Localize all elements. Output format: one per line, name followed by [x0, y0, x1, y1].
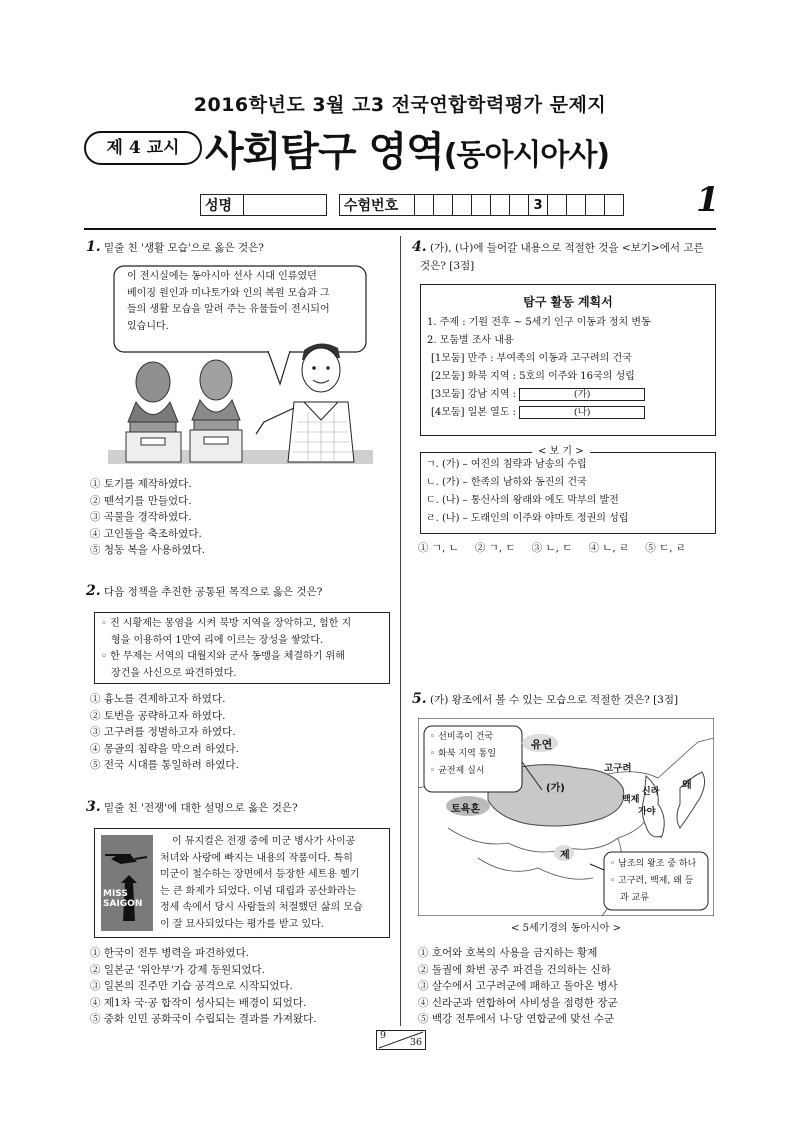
- plan-line: 2. 모둠별 조사 내용: [427, 335, 514, 346]
- id-digit[interactable]: [510, 195, 529, 216]
- period-label: 제 4 교시: [106, 138, 180, 158]
- id-digit[interactable]: [567, 195, 586, 216]
- choice[interactable]: ③ ㄴ, ㄷ: [531, 542, 573, 554]
- subject-title: [205, 120, 609, 177]
- choice[interactable]: ⑤ ㄷ, ㄹ: [645, 542, 687, 554]
- poster-title: MISS SAIGON: [103, 889, 143, 909]
- question-2: [86, 582, 394, 601]
- choice[interactable]: ④ 신라군과 연합하여 사비성을 점령한 장군: [418, 996, 618, 1009]
- map-label-baekje: 백제: [622, 795, 640, 805]
- plan-line: [1모둠] 만주 : 부여족의 이동과 고구려의 건국: [431, 353, 632, 364]
- museum-guide: [256, 343, 354, 462]
- bust-minatogawa-man: [190, 360, 242, 462]
- map-box-line: ◦ 고구려, 백제, 왜 등: [610, 876, 694, 886]
- bogi-label: < 보 기 >: [532, 443, 590, 461]
- map-box-line: ◦ 화북 지역 통일: [430, 749, 497, 759]
- id-digit[interactable]: [548, 195, 567, 216]
- question-number: 3.: [86, 799, 101, 815]
- blank-ga: (가): [519, 388, 645, 401]
- question-1: [86, 238, 394, 257]
- choice[interactable]: ① 호어와 호복의 사용을 금지하는 황제: [418, 947, 598, 959]
- question-stem: 밑줄 친 '전쟁'에 대한 설명으로 옳은 것은?: [103, 802, 298, 814]
- page-current: 9: [380, 1030, 387, 1041]
- choice[interactable]: ③ 고구려를 정벌하고자 하였다.: [90, 726, 236, 738]
- page-counter: [376, 1030, 426, 1050]
- bubble-line: 들의 생활 모습을 알려 주는 유물들이 전시되어: [127, 304, 330, 315]
- map-label-toyuhon: 토욕혼: [451, 804, 480, 815]
- blank-na: (나): [519, 406, 645, 419]
- choice[interactable]: ② 토번을 공략하고자 하였다.: [90, 709, 226, 722]
- bubble-line: 베이징 원인과 미나토가와 인의 복원 모습과 그: [127, 287, 330, 299]
- question-stem-cont: 것은? [3점]: [420, 260, 475, 272]
- question-number: 5.: [412, 691, 427, 707]
- map-label-gaya: 가야: [638, 807, 656, 817]
- choice[interactable]: ④ 몽골의 침략을 막으려 하였다.: [90, 742, 239, 755]
- bogi-item: ㄱ. (가) – 여진의 침략과 남송의 수립: [426, 459, 587, 470]
- map-box2: [610, 856, 696, 907]
- exam-title: 2016학년도 3월 고3 전국연합학력평가 문제지: [193, 94, 607, 116]
- choice[interactable]: ② 일본군 '위안부'가 강제 동원되었다.: [90, 963, 265, 976]
- choice[interactable]: ④ ㄴ, ㄹ: [588, 542, 630, 554]
- passage-line: 형을 이용하여 1만여 리에 이르는 장성을 쌓았다.: [111, 634, 324, 646]
- question-stem: (가) 왕조에서 볼 수 있는 모습으로 적절한 것은? [3점]: [429, 694, 679, 706]
- id-digit[interactable]: [491, 195, 510, 216]
- choice[interactable]: ⑤ 백강 전투에서 나·당 연합군에 맞선 수군: [418, 1013, 615, 1025]
- q3-passage: [160, 834, 386, 933]
- passage-line: 정세 속에서 당시 사람들의 처절했던 삶의 모습: [160, 902, 363, 913]
- map-label-wae: 왜: [682, 780, 692, 791]
- map-label-ga: (가): [546, 783, 565, 794]
- map-box-line: ◦ 남조의 왕조 중 하나: [610, 859, 697, 869]
- id-digit[interactable]: [472, 195, 491, 216]
- choice[interactable]: ⑤ 전국 시대를 통일하려 하였다.: [90, 759, 239, 771]
- question-stem: 밑줄 친 '생활 모습'으로 옳은 것은?: [103, 242, 264, 254]
- bogi-item: ㄴ. (가) – 한족의 남하와 동진의 건국: [426, 477, 587, 488]
- miss-saigon-poster: [101, 835, 153, 931]
- choice[interactable]: ① 한국이 전투 병력을 파견하였다.: [90, 947, 250, 959]
- bubble-line: 있습니다.: [127, 320, 169, 332]
- question-stem: 다음 정책을 추진한 공통된 목적으로 옳은 것은?: [103, 586, 323, 598]
- map-label-goguryeo: 고구려: [604, 763, 632, 774]
- name-label: 성명: [201, 195, 244, 216]
- id-digit[interactable]: [586, 195, 605, 216]
- question-3: [86, 798, 394, 817]
- q5-choices: [418, 945, 618, 1028]
- choice[interactable]: ④ 고인돌을 축조하였다.: [90, 527, 202, 540]
- map-caption: < 5세기경의 동아시아 >: [511, 923, 621, 934]
- name-field[interactable]: [244, 195, 327, 216]
- map-label-yuyeon: 유연: [531, 738, 553, 751]
- plan-line: [4모둠] 일본 열도 : (나): [427, 404, 715, 422]
- id-label: 수험번호: [340, 195, 415, 216]
- passage-line: 미군이 철수하는 장면에서 등장한 세트용 헬기: [160, 869, 360, 880]
- map-label-silla: 신라: [642, 787, 660, 797]
- map-box-line: 과 교류: [620, 893, 649, 903]
- passage-line: ◦ 진 시황제는 몽염을 시켜 북방 지역을 장악하고, 험한 지: [101, 618, 352, 629]
- period-badge: [84, 131, 202, 165]
- bogi-item: ㄹ. (나) – 도래인의 이주와 야마토 정권의 성립: [426, 513, 629, 524]
- id-digit[interactable]: [434, 195, 453, 216]
- plan-line: [2모둠] 화북 지역 : 5호의 이주와 16국의 성립: [431, 371, 635, 382]
- q1-choices: [90, 476, 205, 559]
- choice[interactable]: ① 흉노를 견제하고자 하였다.: [90, 693, 226, 705]
- question-number: 1.: [86, 239, 101, 255]
- bust-beijing-man: [126, 362, 181, 462]
- choice[interactable]: ② 뗀석기를 만들었다.: [90, 494, 192, 507]
- helicopter-silhouette: [101, 835, 153, 931]
- question-5: [412, 690, 720, 709]
- choice[interactable]: ⑤ 중화 인민 공화국이 수립되는 결과를 가져왔다.: [90, 1013, 317, 1025]
- q2-choices: [90, 691, 239, 774]
- id-digit[interactable]: [605, 195, 624, 216]
- passage-line: 이 뮤지컬은 전쟁 중에 미군 병사가 사이공: [172, 836, 356, 847]
- question-number: 4.: [412, 239, 427, 255]
- passage-line: 장건을 사신으로 파견하였다.: [111, 667, 237, 679]
- bogi-list: [426, 456, 628, 528]
- passage-line: 이 잘 묘사되었다는 평가를 받고 있다.: [160, 918, 324, 930]
- page-total: 36: [409, 1037, 422, 1048]
- name-box: [200, 194, 327, 216]
- choice[interactable]: ② ㄱ, ㄷ: [474, 542, 516, 554]
- plan-box: [420, 284, 716, 436]
- choice[interactable]: ① 토기를 제작하였다.: [90, 478, 192, 490]
- question-stem: (가), (나)에 들어갈 내용으로 적절한 것을 <보기>에서 고른: [429, 242, 704, 254]
- column-divider: [400, 236, 401, 1026]
- id-digit[interactable]: 3: [529, 195, 548, 216]
- question-4: [412, 238, 720, 275]
- map-box-line: ◦ 균전제 실시: [430, 766, 485, 776]
- plan-line: 1. 주제 : 기원 전후 ~ 5세기 인구 이동과 정치 변동: [427, 317, 651, 328]
- map-box-line: ◦ 선비족이 건국: [430, 732, 494, 742]
- q4-choices: [418, 540, 686, 557]
- bogi-item: ㄷ. (나) – 통신사의 왕래와 에도 막부의 발전: [426, 495, 619, 506]
- bubble-line: 이 전시실에는 동아시아 선사 시대 인류였던: [127, 271, 317, 282]
- plan-line: [3모둠] 강남 지역 : (가): [427, 386, 715, 404]
- plan-title: 탐구 활동 계획서: [523, 295, 613, 309]
- id-digit[interactable]: [415, 195, 434, 216]
- choice[interactable]: ④ 제1차 국·공 합작이 성사되는 배경이 되었다.: [90, 996, 307, 1009]
- choice[interactable]: ③ 일본의 진주만 기습 공격으로 시작되었다.: [90, 980, 293, 992]
- choice[interactable]: ① ㄱ, ㄴ: [418, 542, 459, 554]
- choice[interactable]: ③ 살수에서 고구려군에 패하고 돌아온 병사: [418, 980, 618, 992]
- passage-line: 처녀와 사랑에 빠지는 내용의 작품이다. 특히: [160, 852, 353, 864]
- subject-main: 사회탐구 영역: [205, 129, 444, 175]
- map-label-je: 제: [560, 850, 570, 861]
- speech-bubble-text: [127, 269, 359, 335]
- passage-line: 는 큰 화제가 되었다. 이념 대립과 공산화라는: [160, 885, 357, 897]
- top-rule: [84, 228, 716, 230]
- question-number: 2.: [86, 583, 101, 599]
- q3-choices: [90, 945, 317, 1028]
- page-number: 1: [696, 180, 720, 220]
- choice[interactable]: ③ 곡물을 경작하였다.: [90, 511, 192, 523]
- id-box: [339, 194, 624, 216]
- map-box1: [430, 729, 496, 780]
- q2-passage: [94, 612, 390, 684]
- id-digit[interactable]: [453, 195, 472, 216]
- choice[interactable]: ② 돌궐에 화번 공주 파견을 건의하는 신하: [418, 963, 611, 976]
- choice[interactable]: ⑤ 청동 복을 사용하였다.: [90, 544, 206, 556]
- subject-sub: (동아시아사): [443, 138, 610, 173]
- passage-line: ◦ 한 무제는 서역의 대월지와 군사 동맹을 체결하기 위해: [101, 651, 345, 662]
